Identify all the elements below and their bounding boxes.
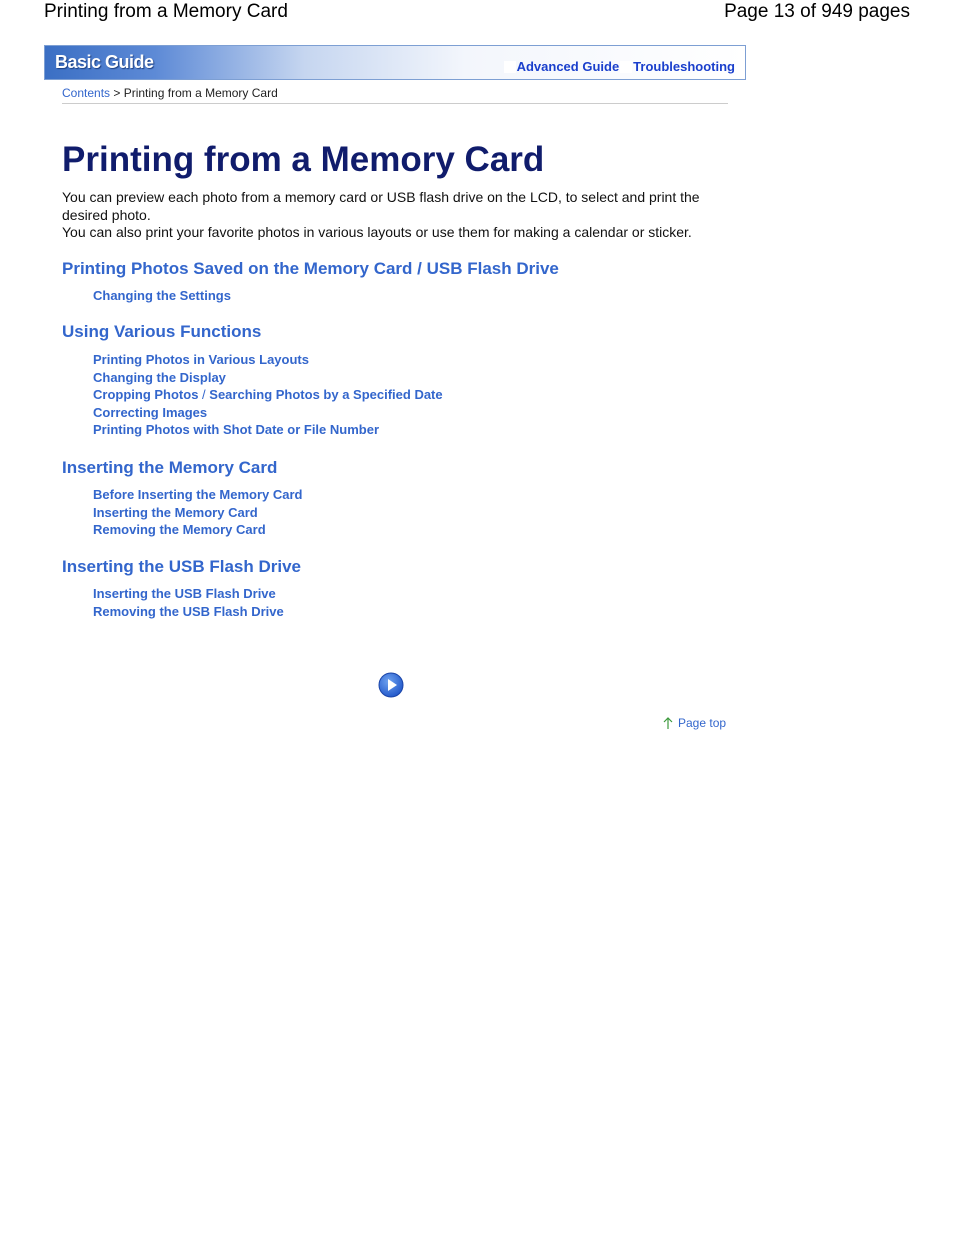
page-header bbox=[44, 0, 910, 26]
next-arrow-icon bbox=[378, 672, 404, 698]
page-header-count: Page 13 of 949 pages bbox=[724, 1, 910, 22]
list-item bbox=[93, 486, 303, 504]
list-item bbox=[93, 287, 231, 305]
advanced-guide-label: Advanced Guide bbox=[516, 59, 620, 74]
list-item bbox=[93, 369, 443, 387]
section-links-memory-card bbox=[93, 486, 303, 539]
troubleshooting-link[interactable] bbox=[620, 59, 735, 74]
list-item bbox=[93, 386, 443, 404]
section-title-part1: Printing Photos Saved on the Memory Card bbox=[62, 259, 413, 278]
breadcrumb-contents-link[interactable]: Contents bbox=[62, 86, 111, 100]
link-correcting-images[interactable]: Correcting Images bbox=[93, 404, 208, 420]
breadcrumb bbox=[62, 86, 278, 100]
section-title-sep: / bbox=[412, 259, 427, 278]
list-item bbox=[93, 585, 284, 603]
guide-nav bbox=[504, 59, 735, 74]
link-removing-card[interactable]: Removing the Memory Card bbox=[93, 522, 266, 537]
list-item bbox=[93, 603, 284, 621]
up-arrow-icon bbox=[662, 716, 674, 730]
section-title-various-functions: Using Various Functions bbox=[62, 322, 262, 341]
page-top bbox=[662, 716, 726, 730]
section-links-printing-photos bbox=[93, 287, 231, 305]
section-title-usb-flash-drive: Inserting the USB Flash Drive bbox=[62, 557, 301, 576]
intro-paragraph-2: You can also print your favorite photos in various layouts or use them for making a calendar or sticker. bbox=[62, 224, 692, 240]
page-top-link[interactable]: Page top bbox=[678, 716, 727, 730]
section-title-printing-photos bbox=[62, 259, 559, 279]
link-changing-settings[interactable]: Changing the Settings bbox=[93, 288, 231, 303]
section-title-part2: USB Flash Drive bbox=[426, 259, 559, 278]
guide-banner bbox=[44, 45, 746, 80]
link-searching-by-date[interactable]: Searching Photos by a Specified Date bbox=[209, 387, 443, 402]
page-title: Printing from a Memory Card bbox=[62, 140, 545, 179]
page-header-title: Printing from a Memory Card bbox=[44, 1, 288, 22]
basic-guide-logo: Basic Guide bbox=[55, 52, 154, 72]
square-icon bbox=[620, 61, 632, 73]
breadcrumb-current: Printing from a Memory Card bbox=[123, 86, 278, 100]
troubleshooting-label: Troubleshooting bbox=[633, 59, 735, 74]
list-item bbox=[93, 404, 443, 422]
breadcrumb-separator: > bbox=[110, 86, 124, 100]
header-divider bbox=[62, 103, 728, 104]
advanced-guide-link[interactable] bbox=[504, 59, 620, 74]
link-changing-display[interactable]: Changing the Display bbox=[93, 369, 226, 385]
link-inserting-card[interactable]: Inserting the Memory Card bbox=[93, 504, 258, 520]
link-shot-date-file-number[interactable]: Printing Photos with Shot Date or File Number bbox=[93, 422, 380, 437]
next-page-button[interactable] bbox=[378, 672, 404, 698]
section-links-various-functions bbox=[93, 351, 443, 439]
link-various-layouts[interactable]: Printing Photos in Various Layouts bbox=[93, 352, 309, 367]
list-item bbox=[93, 521, 303, 539]
intro-paragraph-1: You can preview each photo from a memory card or USB flash drive on the LCD, to select and print the desired photo. bbox=[62, 189, 700, 223]
square-icon bbox=[504, 61, 516, 73]
link-removing-usb[interactable]: Removing the USB Flash Drive bbox=[93, 603, 284, 619]
link-cropping-photos[interactable]: Cropping Photos bbox=[93, 387, 199, 402]
list-item bbox=[93, 504, 303, 522]
list-item bbox=[93, 351, 443, 369]
link-before-inserting-card[interactable]: Before Inserting the Memory Card bbox=[93, 487, 303, 502]
link-inserting-usb[interactable]: Inserting the USB Flash Drive bbox=[93, 586, 276, 601]
intro-text bbox=[62, 189, 728, 242]
list-item bbox=[93, 421, 443, 439]
link-separator: / bbox=[198, 387, 210, 402]
section-title-memory-card: Inserting the Memory Card bbox=[62, 458, 278, 477]
section-links-usb-flash-drive bbox=[93, 585, 284, 620]
